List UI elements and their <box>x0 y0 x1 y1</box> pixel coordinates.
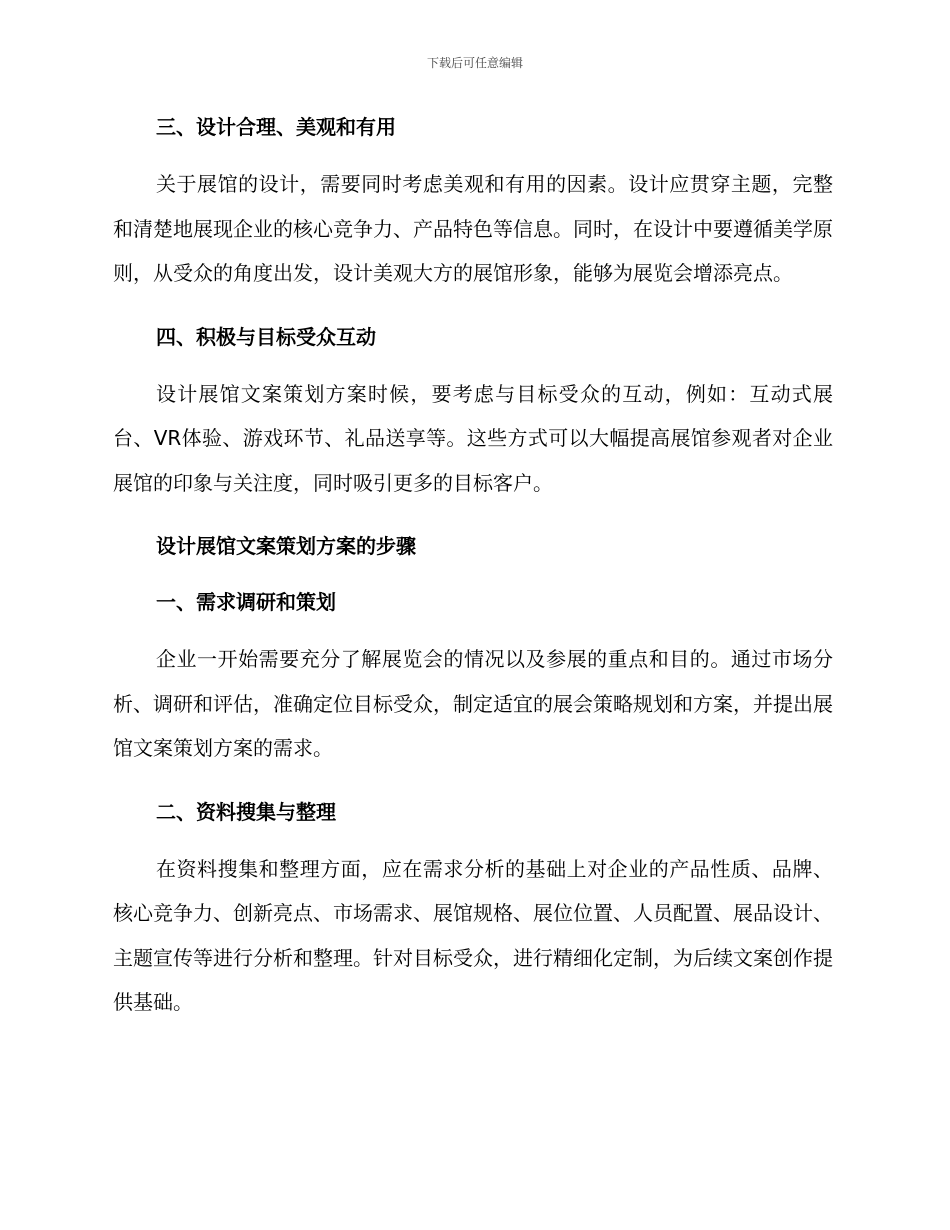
section-heading-materials: 二、资料搜集与整理 <box>156 799 336 824</box>
section-heading-interaction: 四、积极与目标受众互动 <box>156 324 376 349</box>
document-body <box>113 112 833 1025</box>
section-heading-design: 三、设计合理、美观和有用 <box>156 115 396 139</box>
section-paragraph-design: 关于展馆的设计，需要同时考虑美观和有用的因素。设计应贯穿主题，完整和清楚地展现企业的核心竞争力、产品特色等信息。同时，在设计中要遵循美学原则，从受众的角度出发，设计美观大方的展馆形象，能够为展览会增添亮点。 <box>113 172 833 285</box>
header-note: 下载后可任意编辑 <box>426 56 523 70</box>
section-paragraph-interaction: 设计展馆文案策划方案时候，要考虑与目标受众的互动，例如：互动式展台、VR体验、游戏环节、礼品送享等。这些方式可以大幅提高展馆参观者对企业展馆的印象与关注度，同时吸引更多的目标客户。 <box>113 381 833 495</box>
section-paragraph-research: 企业一开始需要充分了解展览会的情况以及参展的重点和目的。通过市场分析、调研和评估，准确定位目标受众，制定适宜的展会策略规划和方案，并提出展馆文案策划方案的需求。 <box>113 647 833 760</box>
section-heading-research: 一、需求调研和策划 <box>156 590 336 614</box>
section-paragraph-materials: 在资料搜集和整理方面，应在需求分析的基础上对企业的产品性质、品牌、核心竞争力、创新亮点、市场需求、展馆规格、展位位置、人员配置、展品设计、主题宣传等进行分析和整理。针对目标受众，进行精细化定制，为后续文案创作提供基础。 <box>113 856 833 1014</box>
steps-heading: 设计展馆文案策划方案的步骤 <box>156 534 416 558</box>
